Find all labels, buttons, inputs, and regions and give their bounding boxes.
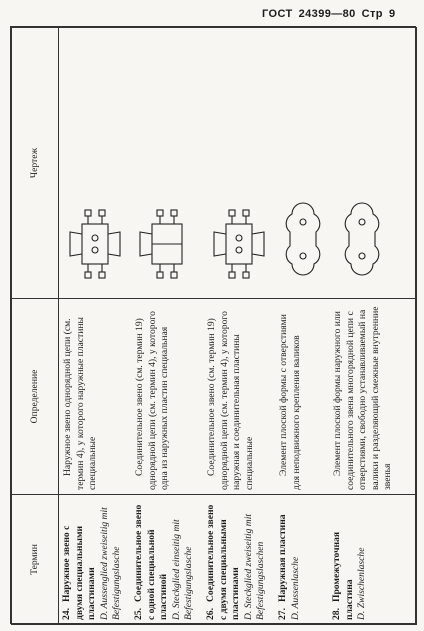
col-header-drawing: Чертеж bbox=[12, 28, 59, 299]
col-header-term: Термин bbox=[12, 495, 59, 625]
definition-text: Соединительное звено (см. термин 19) однорядной цепи (см. термин 4), у которого наружная и соединительная пластины специальные bbox=[206, 311, 255, 490]
term-german: D. Zwischenlasche bbox=[356, 547, 368, 620]
term-entry bbox=[61, 499, 133, 620]
page-number: 9 bbox=[388, 8, 396, 20]
col-header-definition: Определение bbox=[12, 299, 59, 495]
term-german: D. Steckglied zweiseitig mit Befestigungslaschen bbox=[242, 513, 267, 620]
term-number: 24. bbox=[61, 608, 72, 620]
drawing-cell bbox=[332, 32, 404, 294]
term-entry bbox=[133, 499, 205, 620]
term-russian: Соединительное звено с двумя специальными пластинами bbox=[205, 504, 242, 620]
gost-label: ГОСТ bbox=[262, 8, 293, 20]
definition-text: Соединительное звено (см. термин 19) однорядной цепи (см. термин 4), у которого одна из наружных пластин специальная bbox=[134, 311, 171, 490]
term-entry bbox=[277, 499, 331, 620]
terms-table bbox=[11, 27, 417, 625]
drawing-cell bbox=[278, 32, 332, 294]
term-german: D. Steckglied einseitig mit Befestigungslasche bbox=[170, 519, 195, 620]
term-german: D. Aussenglied zweiseitig mit Befestigungslasche bbox=[98, 507, 123, 620]
term-russian: Наружное звено с двумя специальными пластинами bbox=[61, 525, 98, 620]
definition-text: Элемент плоской формы наружного или соединительного звена многорядной цепи с отверстиями, свободно устанавливаемый на валики и разделяющий смежные внутренние звенья bbox=[332, 306, 394, 490]
rotated-table-frame bbox=[10, 26, 416, 624]
term-number: 27. bbox=[277, 608, 288, 620]
definition-text: Элемент плоской формы с отверстиями для неподвижного крепления валиков bbox=[278, 314, 302, 490]
page-header bbox=[262, 8, 412, 24]
link-with-two-special-plates-drawing bbox=[62, 184, 128, 294]
term-entry bbox=[205, 499, 277, 620]
term-number: 25. bbox=[133, 608, 144, 620]
page-label: Стр bbox=[361, 8, 383, 20]
drawing-column bbox=[59, 28, 417, 299]
drawing-cell bbox=[206, 32, 278, 294]
outer-plate-drawing bbox=[278, 184, 328, 294]
term-russian: Соединительное звено с одной специальной пластиной bbox=[133, 504, 170, 620]
intermediate-plate-drawing bbox=[332, 184, 392, 294]
term-russian: Наружная пластина bbox=[277, 514, 288, 602]
rotated-table bbox=[11, 27, 417, 625]
connecting-link-two-special-plates-drawing bbox=[206, 184, 272, 294]
drawing-cell bbox=[62, 32, 134, 294]
drawing-cell bbox=[134, 32, 206, 294]
gost-number: 24399—80 bbox=[298, 8, 356, 20]
term-russian: Промежуточная пластина bbox=[331, 531, 355, 620]
term-number: 26. bbox=[205, 608, 216, 620]
term-entry bbox=[331, 499, 403, 620]
term-number: 28. bbox=[331, 608, 342, 620]
definition-column bbox=[59, 299, 417, 495]
term-german: D. Aussenlasche bbox=[289, 556, 301, 620]
definition-text: Наружное звено однорядной цепи (см. термин 4), у которого наружные пластины специальные bbox=[62, 317, 99, 490]
connecting-link-one-special-plate-drawing bbox=[134, 184, 200, 294]
term-column bbox=[59, 495, 417, 625]
